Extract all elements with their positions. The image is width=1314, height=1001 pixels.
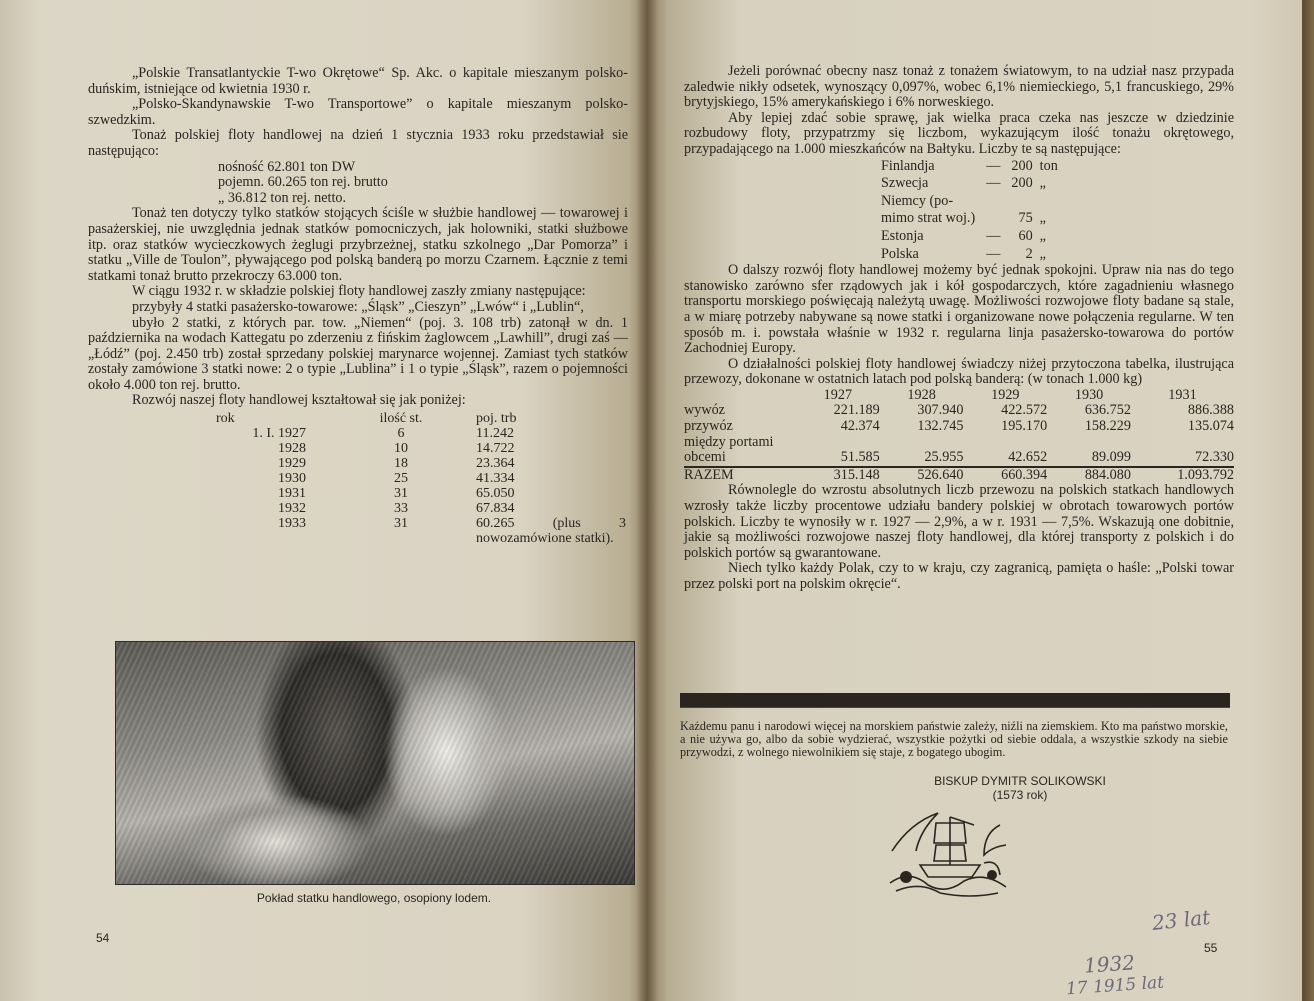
signature-name: BISKUP DYMITR SOLIKOWSKI xyxy=(934,774,1106,788)
table-total-row xyxy=(684,467,1234,484)
tonnage-line: „ 36.812 ton rej. netto. xyxy=(218,189,347,206)
year-header: 1930 xyxy=(1074,386,1104,403)
table-cell: 31 xyxy=(394,486,408,502)
dash xyxy=(976,193,1010,211)
table-cell: 1933 xyxy=(278,516,306,532)
row-label: wywóz xyxy=(684,402,725,419)
table-cell: 1.093.792 xyxy=(1131,467,1234,484)
table-cell: 636.752 xyxy=(1084,402,1131,419)
table-cell: 65.050 xyxy=(476,486,515,502)
header-cell: ilość st. xyxy=(379,411,423,427)
table-row xyxy=(88,486,626,501)
page-number-left: 54 xyxy=(96,931,110,945)
left-page-text xyxy=(88,66,628,546)
table-cell: 422.572 xyxy=(1001,402,1048,419)
paragraph: Tonaż ten dotyczy tylko statków stojących ściśle w służbie handlowej — towarowej i pasażerskiej, nie uwzględnia jednak statków pomocniczych, jak holowniki, statki służbowe itp. oraz statków wycieczkowych żeglugi przybrzeżnej, statku szkolnego „Dar Pomorza” i statku „Ville de Toulon”, pływającego pod polską banderą po morzu Czarnem. Łącznie z temi statkami tonaż brutto przekroczy 63.000 ton. xyxy=(88,205,628,284)
signature xyxy=(870,774,1170,802)
table-cell: 67.834 xyxy=(476,501,515,517)
left-page xyxy=(0,0,648,1001)
table-cell: 132.745 xyxy=(917,418,964,435)
fleet-table-header xyxy=(88,411,626,426)
paragraph: Rozwój naszej floty handlowej kształtował się jak poniżej: xyxy=(132,392,466,409)
table-cell: 886.388 xyxy=(1187,402,1234,419)
table-cell: 31 xyxy=(394,516,408,532)
row-label: obcemi xyxy=(684,449,726,466)
right-page-text xyxy=(684,64,1234,593)
signature-year: (1573 rok) xyxy=(992,788,1048,802)
year-header: 1927 xyxy=(823,386,853,403)
table-cell: 307.940 xyxy=(917,402,964,419)
country-name: Szwecja xyxy=(881,175,929,192)
table-cell: 72.330 xyxy=(1194,449,1234,466)
photo-caption: Pokład statku handlowego, osopiony lodem. xyxy=(256,891,492,905)
table-cell: 41.334 xyxy=(476,471,515,487)
dash: — xyxy=(986,175,1001,192)
paragraph: „Polskie Transatlantyckie T-wo Okrętowe“ Sp. Akc. o kapitale mieszanym polsko-duńskim, istniejące od kwietnia 1930 r. xyxy=(88,65,628,97)
table-header-row xyxy=(684,388,1234,404)
table-cell: 1932 xyxy=(278,501,306,517)
transport-table xyxy=(684,388,1234,484)
paragraph: W ciągu 1932 r. w składzie polskiej floty handlowej zaszły zmiany następujące: xyxy=(132,283,586,300)
country-name: Finlandja xyxy=(881,157,935,174)
country-name: Niemcy (po- xyxy=(881,192,954,209)
header-cell: rok xyxy=(216,411,235,427)
table-cell: 158.229 xyxy=(1084,418,1131,435)
table-row xyxy=(684,403,1234,419)
paragraph: Równolegle do wzrostu absolutnych liczb przewozu na polskich statkach handlowych wzrosły także liczby procentowe udziału bandery polskiej w obrotach towarowych portów polskich. Liczby te wynosiły w r. 1927 — 2,9%, a w r. 1931 — 7,5%. Wskazują one dobitnie, jakie są możliwości rozwojowe naszej floty handlowej, dla której transporty z polskich i do polskich portów są gwarantowane. xyxy=(684,482,1234,561)
row-label: RAZEM xyxy=(684,467,796,484)
table-cell: 33 xyxy=(394,501,408,517)
tonnage-line: nośność 62.801 ton DW xyxy=(218,158,356,175)
country-name: Polska xyxy=(881,245,919,262)
table-cell: 25.955 xyxy=(924,449,964,466)
paragraph: Jeżeli porównać obecny nasz tonaż z tonażem światowym, to na udział nasz przypada zaledwie nikły odsetek, wynoszący 0,097%, wobec 6,1% niemieckiego, 5,1 francuskiego, 29% brytyjskiego, 15% amerykańskiego i 6% norweskiego. xyxy=(684,63,1234,111)
country-name: Estonja xyxy=(881,227,924,244)
unit xyxy=(1034,193,1059,211)
paragraph: O dalszy rozwój floty handlowej możemy być jednak spokojni. Upraw nia nas do tego stanowisko zarówno sfer rządowych jak i kół gospodarczych, które zagadnieniu własnego transportu morskiego poświęcają należytą uwagę. Możliwości rozwojowe floty badane są stale, a w miarę potrzeby nabywane są nowe statki i organizowane nowe połączenia regularne. W ten sposób m. i. powstała właśnie w 1932 r. regularna linja pasażersko-towarowa do portów Zachodniej Europy. xyxy=(684,262,1234,357)
table-row xyxy=(88,471,626,486)
list-item xyxy=(880,193,1059,211)
table-cell: 42.374 xyxy=(840,418,880,435)
table-row xyxy=(684,419,1234,435)
book-gutter xyxy=(636,0,658,1001)
unit: „ xyxy=(1039,175,1046,192)
dash: — xyxy=(986,245,1001,262)
table-cell: 526.640 xyxy=(880,467,964,484)
paragraph: przybyły 4 statki pasażersko-towarowe: „Śląsk” „Cieszyn” „Lwów“ i „Lublin“, xyxy=(132,298,584,315)
table-cell: 221.189 xyxy=(833,402,880,419)
list-item xyxy=(880,175,1059,193)
paragraph: ubyło 2 statki, z których par. tow. „Niemen“ (poj. 3. 108 trb) zatonął w dn. 1 października na wodach Kattegatu po zderzeniu z fińskim żaglowcem „Lawhill”, drugi zaś — „Łódź” (poj. 2.450 trb) został sprzedany polskiej marynarce wojennej. Zamiast tych statków zostały zamówione 3 statki nowe: 2 o typie „Lublina” i 1 o typie „Śląsk”, razem o pojemności około 4.000 ton rej. brutto. xyxy=(88,314,628,393)
sailing-ship-icon xyxy=(880,803,1020,898)
dash xyxy=(976,210,1010,228)
paragraph: Aby lepiej zdać sobie sprawę, jak wielka praca czeka nas jeszcze w dziedzinie rozbudowy floty, przypatrzmy się liczbom, wykazującym ilość tonażu okrętowego, przypadającego na 1.000 mieszkańców na Bałtyku. Liczby te są następujące: xyxy=(684,109,1234,157)
country-value: 75 xyxy=(1018,210,1033,227)
decorative-band xyxy=(680,693,1230,707)
table-cell: 884.080 xyxy=(1047,467,1131,484)
table-row xyxy=(88,516,626,546)
table-cell: 42.652 xyxy=(1008,449,1048,466)
unit: „ xyxy=(1039,245,1046,262)
table-cell: 60.265 (plus 3 nowozamówione statki). xyxy=(476,516,626,547)
table-row xyxy=(88,441,626,456)
country-list xyxy=(880,158,1059,264)
row-label: przywóz xyxy=(684,418,733,435)
year-header: 1929 xyxy=(991,386,1020,403)
country-value: 200 xyxy=(1011,157,1033,174)
table-row xyxy=(88,456,626,471)
year-header: 1931 xyxy=(1168,386,1197,403)
handwritten-note: 1932 xyxy=(1083,950,1136,978)
table-cell: 1929 xyxy=(278,456,306,472)
table-cell: 25 xyxy=(394,471,408,487)
page-number-right: 55 xyxy=(1204,941,1218,955)
table-cell: 1. I. 1927 xyxy=(252,426,306,442)
table-row xyxy=(88,501,626,516)
table-cell: 1931 xyxy=(278,486,306,502)
table-cell: 1928 xyxy=(278,441,306,457)
table-cell: 11.242 xyxy=(476,426,514,442)
paragraph: O działalności polskiej floty handlowej świadczy niżej przytoczona tabelka, ilustrująca przewozy, dokonane w ostatnich latach pod polską banderą: (w tonach 1.000 kg) xyxy=(684,355,1234,388)
table-cell: 660.394 xyxy=(963,467,1047,484)
country-value: 200 xyxy=(1011,175,1033,192)
paragraph: Niech tylko każdy Polak, czy to w kraju, czy zagranicą, pamięta o haśle: „Polski towar przez polski port na polskim okręcie“. xyxy=(684,560,1234,592)
table-row xyxy=(684,450,1234,467)
paragraph: Tonaż polskiej floty handlowej na dzień 1 stycznia 1933 roku przedstawiał sie następująco: xyxy=(88,127,628,159)
dash: — xyxy=(986,227,1001,244)
table-cell: 18 xyxy=(394,456,408,472)
list-item xyxy=(880,210,1059,228)
unit: „ xyxy=(1039,210,1046,227)
unit: „ xyxy=(1039,227,1046,244)
empty-cell xyxy=(684,388,796,404)
fleet-table xyxy=(88,411,628,546)
dash: — xyxy=(986,157,1001,174)
unit: ton xyxy=(1039,157,1058,174)
country-value xyxy=(1010,193,1033,211)
table-cell: 135.074 xyxy=(1187,418,1234,435)
country-value: 2 xyxy=(1025,245,1033,262)
table-cell: 6 xyxy=(397,426,405,442)
list-item xyxy=(880,228,1059,246)
table-row xyxy=(88,426,626,441)
handwritten-note: 23 lat xyxy=(1150,905,1212,935)
table-cell: 315.148 xyxy=(796,467,880,484)
list-item xyxy=(880,246,1059,264)
country-name: mimo strat woj.) xyxy=(881,210,976,227)
table-cell: 14.722 xyxy=(476,441,515,457)
tonnage-list xyxy=(88,160,628,207)
country-value: 60 xyxy=(1018,227,1033,244)
row-label: między portami xyxy=(684,433,774,450)
book-edge xyxy=(1302,0,1314,1001)
table-cell: 89.099 xyxy=(1091,449,1131,466)
ship-deck-photo xyxy=(115,641,635,885)
header-cell: poj. trb xyxy=(476,411,517,427)
paragraph: „Polsko-Skandynawskie T-wo Transportowe” o kapitale mieszanym polsko-szwedzkim. xyxy=(88,96,628,128)
table-cell: 195.170 xyxy=(1001,418,1048,435)
list-item xyxy=(880,158,1059,176)
table-cell: 23.364 xyxy=(476,456,515,472)
handwritten-note: 17 1915 lat xyxy=(1065,972,1165,1000)
table-cell: 1930 xyxy=(278,471,306,487)
table-cell: 51.585 xyxy=(840,449,880,466)
tonnage-line: pojemn. 60.265 ton rej. brutto xyxy=(218,174,388,191)
table-row xyxy=(684,435,1234,451)
quote-text: Każdemu panu i narodowi więcej na morskiem państwie zależy, niźli na ziemskiem. Kto ma państwo morskie, a nie używa go, albo da sobie wydzierać, wszystkie pożytki od siebie oddala, a wszystkie szkody na siebie przywodzi, z wolnego niewolnikiem się staje, z bogatego ubogim. xyxy=(680,719,1228,760)
table-cell: 10 xyxy=(394,441,408,457)
year-header: 1928 xyxy=(907,386,936,403)
